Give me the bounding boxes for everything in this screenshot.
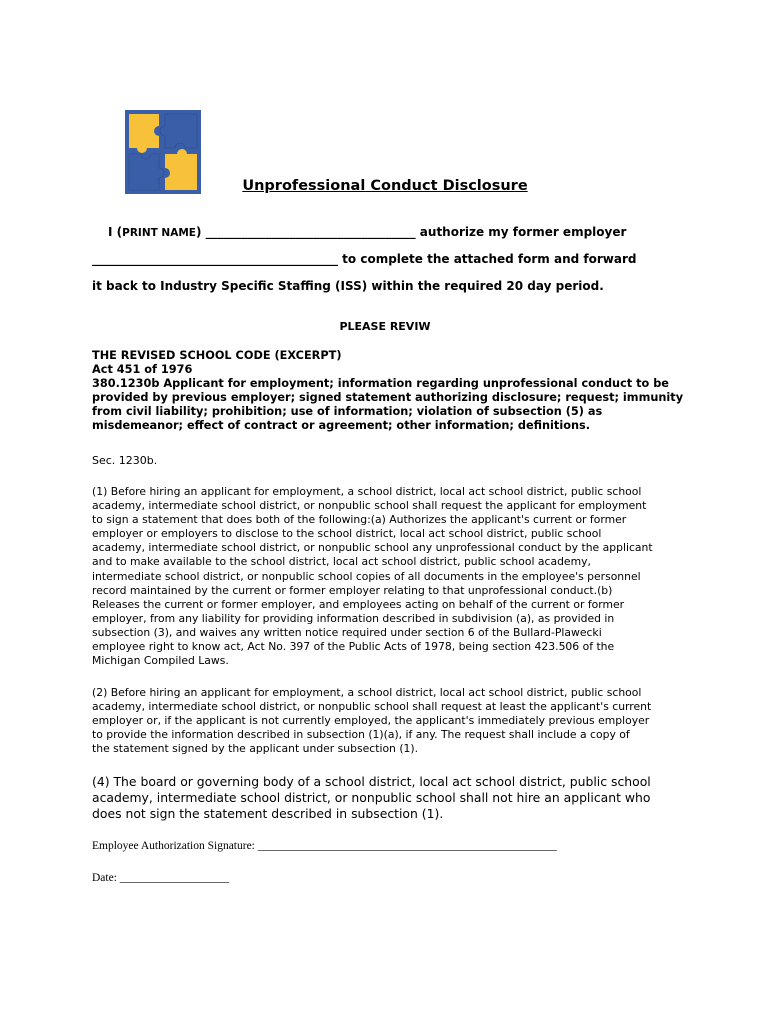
paragraph-2: (2) Before hiring an applicant for employment, a school district, local act school district, public school academy, intermediate school district, or nonpublic school shall request at least the applicant's current employer or, if the applicant is not currently employed, the applicant's immediately previous employer to provide the information described in subsection (1)(a), if any. The request shall include a copy of the statement signed by the applicant under subsection (1). bbox=[92, 686, 652, 756]
section-title-line: 380.1230b Applicant for employment; information regarding unprofessional conduct to be bbox=[92, 377, 669, 390]
date-line: Date: ___________________ bbox=[92, 872, 230, 884]
please-review-heading: PLEASE REVIW bbox=[339, 320, 431, 333]
section-number: Sec. 1230b. bbox=[92, 454, 158, 467]
document-title: Unprofessional Conduct Disclosure bbox=[242, 178, 528, 194]
section-title-line: provided by previous employer; signed statement authorizing disclosure; request; immunity bbox=[92, 391, 684, 404]
paragraph-4: (4) The board or governing body of a school district, local act school district, public school academy, intermediate school district, or nonpublic school shall not hire an applicant who does not sign the statement described in subsection (1). bbox=[92, 774, 651, 821]
code-heading-block bbox=[92, 349, 692, 433]
act-reference: Act 451 of 1976 bbox=[92, 363, 193, 376]
section-title-line: misdemeanor; effect of contract or agreement; other information; definitions. bbox=[92, 419, 591, 432]
authorization-line-3: it back to Industry Specific Staffing (ISS) within the required 20 day period. bbox=[92, 279, 604, 293]
authorization-line-1 bbox=[108, 225, 626, 239]
authorization-line-1-suffix: ) ___________________________________ authorize my former employer bbox=[195, 225, 627, 239]
authorization-i: I ( bbox=[108, 225, 123, 239]
code-heading: THE REVISED SCHOOL CODE (EXCERPT) bbox=[92, 349, 342, 362]
section-title-line: from civil liability; prohibition; use of information; violation of subsection (5) as bbox=[92, 405, 603, 418]
paragraph-1: (1) Before hiring an applicant for employment, a school district, local act school district, public school academy, intermediate school district, or nonpublic school shall request the applicant for employment to sign a statement that does both of the following:(a) Authorizes the applicant's current or former employer or employers to disclose to the school district, local act school district, public school academy, intermediate school district, or nonpublic school any unprofessional conduct by the applicant and to make available to the school district, local act school district, public school academy, intermediate school district, or nonpublic school copies of all documents in the employee's personnel record maintained by the current or former employer relating to that unprofessional conduct.(b) Releases the current or former employer, and employees acting on behalf of the current or former employer, from any liability for providing information described in subdivision (a), as provided in subsection (3), and waives any written notice required under section 6 of the Bullard-Plawecki employee right to know act, Act No. 397 of the Public Acts of 1978, being section 423.506 of the Michigan Compiled Laws. bbox=[92, 485, 653, 668]
print-name-label: PRINT NAME bbox=[122, 227, 196, 239]
authorization-line-2: _________________________________________ to complete the attached form and forward bbox=[92, 252, 637, 266]
employee-signature-line: Employee Authorization Signature: ____________________________________________________ bbox=[92, 840, 557, 852]
